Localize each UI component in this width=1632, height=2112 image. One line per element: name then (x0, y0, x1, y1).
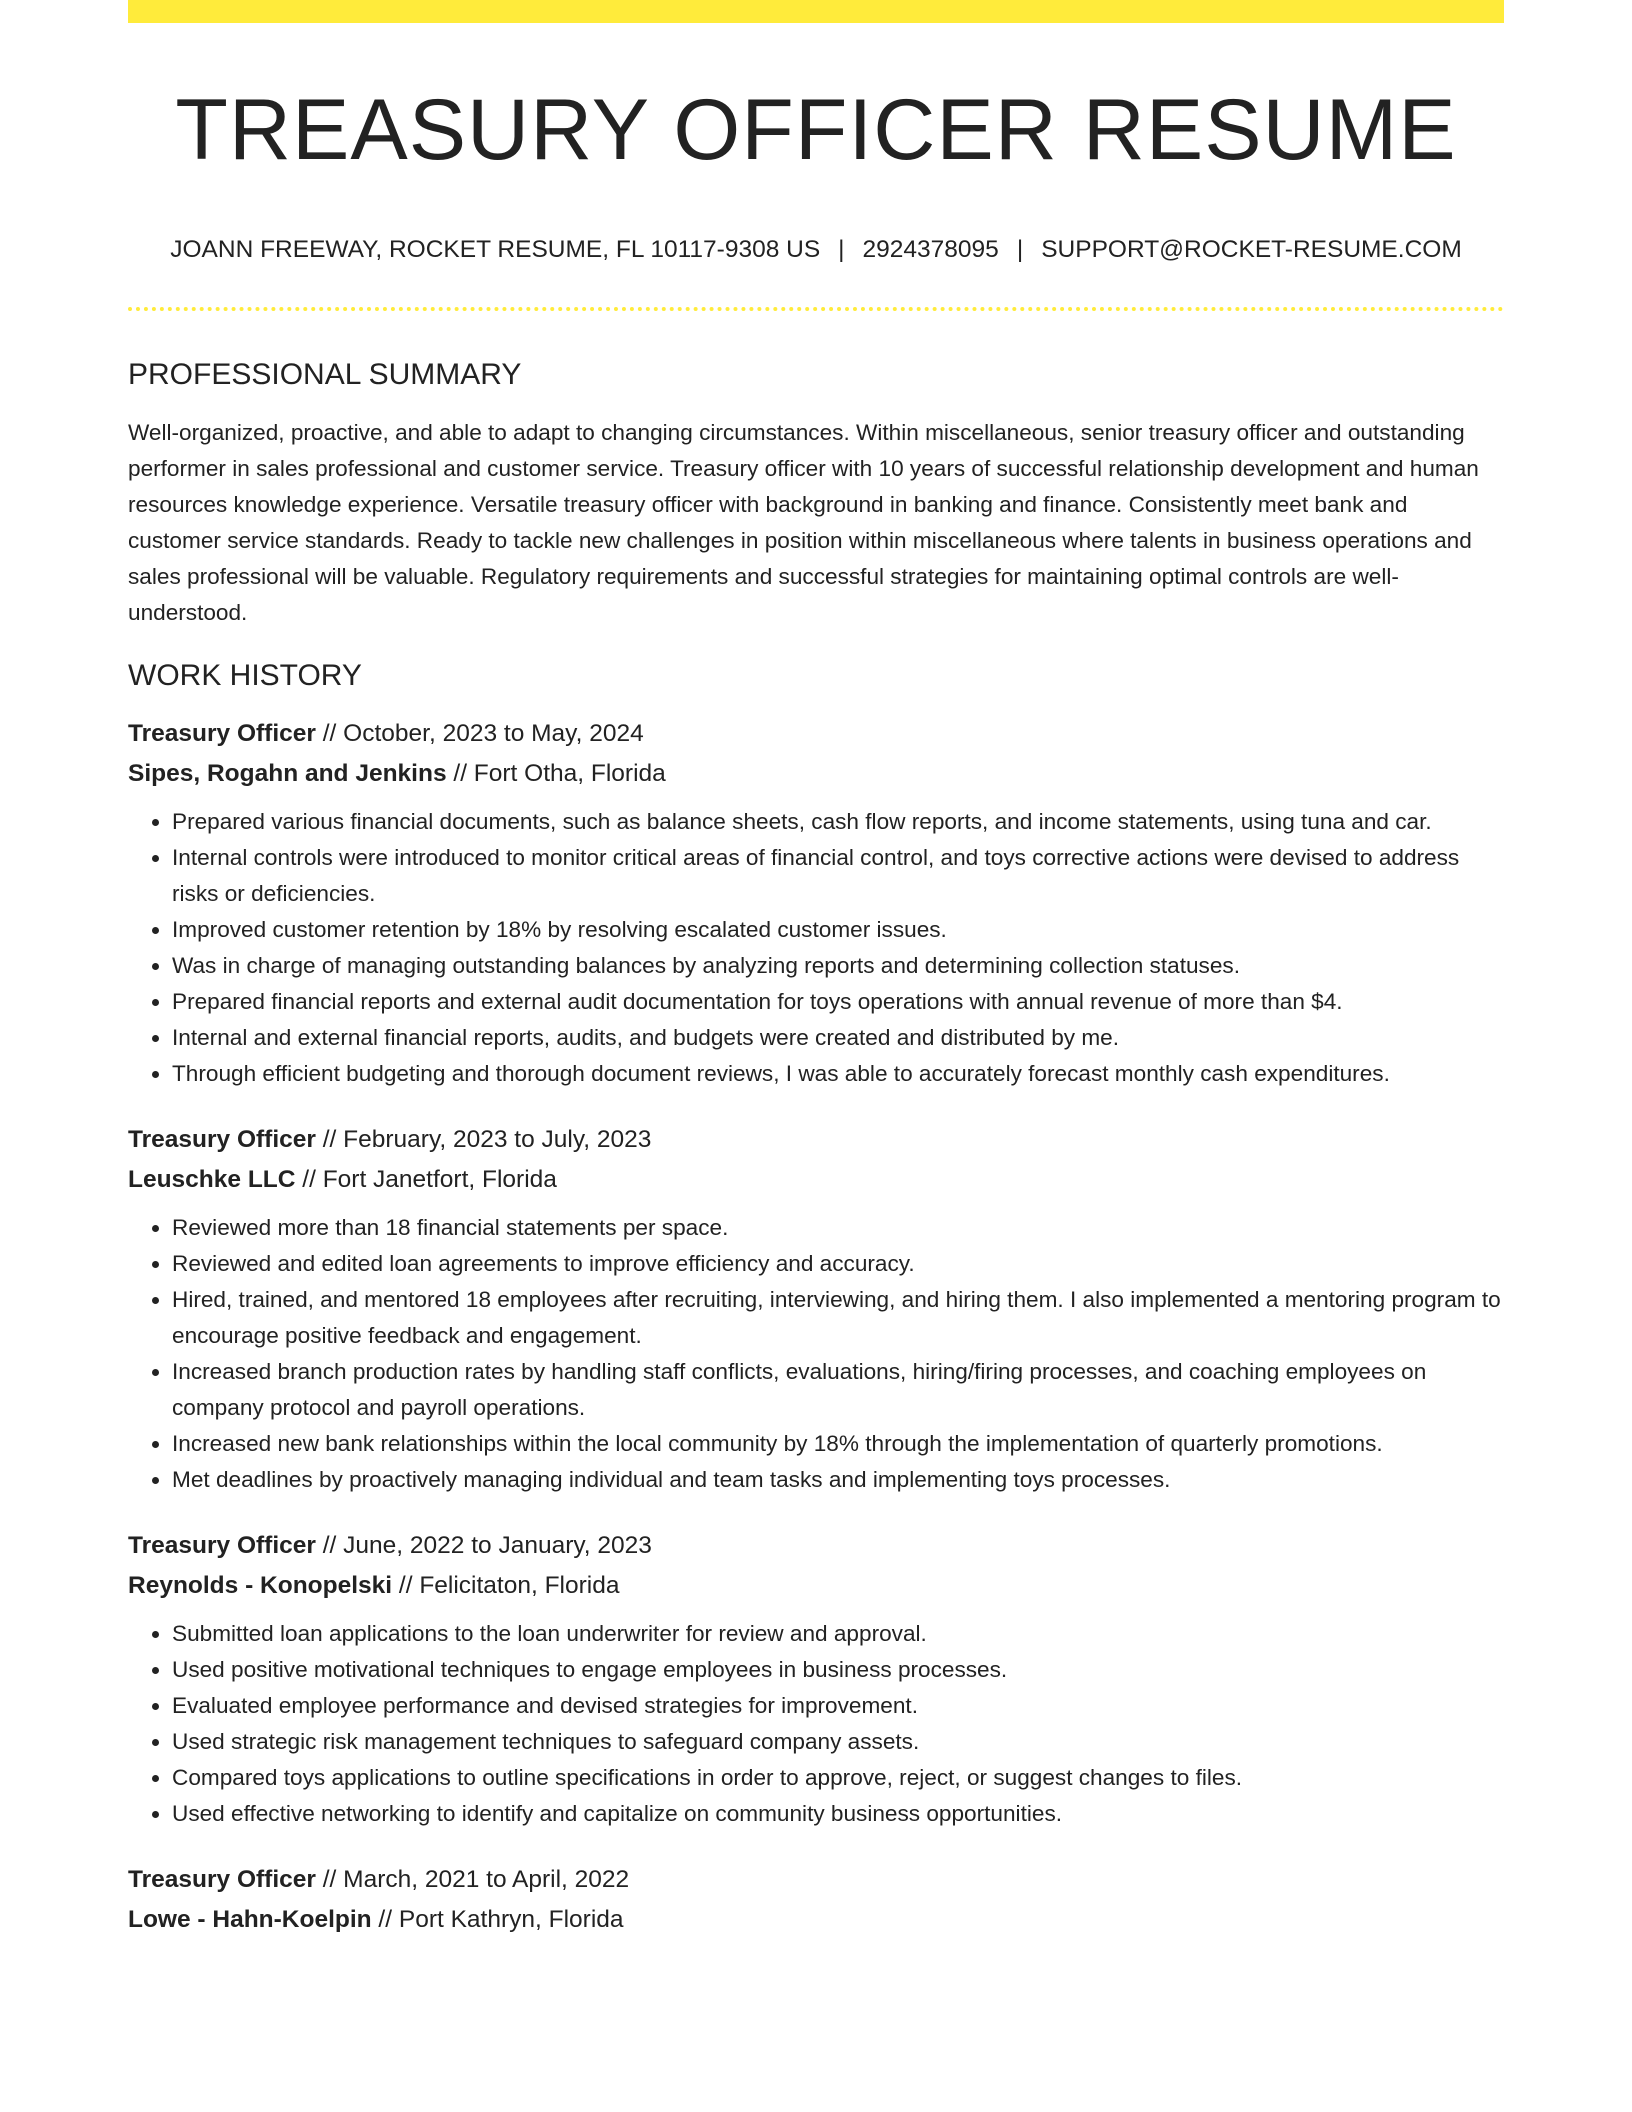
bullet-item: • Submitted loan applications to the loan underwriter for review and approval. (172, 1616, 1504, 1652)
job-location: // Fort Janetfort, Florida (295, 1166, 557, 1193)
job-company-line (128, 1566, 1504, 1606)
job-title-line (128, 1526, 1504, 1566)
bullet-item: • Internal controls were introduced to monitor critical areas of financial control, and toys corrective actions were devised to address risks or deficiencies. (172, 840, 1504, 912)
bullet-item: • Prepared financial reports and external audit documentation for toys operations with annual revenue of more than $4. (172, 984, 1504, 1020)
job-dates: // February, 2023 to July, 2023 (315, 1126, 652, 1153)
contact-separator: | (1016, 236, 1024, 263)
contact-address: JOANN FREEWAY, ROCKET RESUME, FL 10117-9308 US (170, 236, 821, 263)
bullet-item: • Compared toys applications to outline specifications in order to approve, reject, or suggest changes to files. (172, 1760, 1504, 1796)
bullet-item: • Met deadlines by proactively managing individual and team tasks and implementing toys processes. (172, 1462, 1504, 1498)
job-bullets (128, 1616, 1504, 1832)
job-title-line (128, 1860, 1504, 1900)
bullet-item: • Hired, trained, and mentored 18 employees after recruiting, interviewing, and hiring them. I also implemented a mentoring program to encourage positive feedback and engagement. (172, 1282, 1504, 1354)
job-title: Treasury Officer (128, 1866, 316, 1893)
contact-phone: 2924378095 (862, 236, 999, 263)
job-company-line (128, 1900, 1504, 1940)
bullet-item: • Increased new bank relationships within the local community by 18% through the implementation of quarterly promotions. (172, 1426, 1504, 1462)
job-dates: // June, 2022 to January, 2023 (315, 1532, 652, 1559)
summary-text: Well-organized, proactive, and able to adapt to changing circumstances. Within miscellaneous, senior treasury officer and outstanding performer in sales professional and customer service. Treasury officer with 10 years of successful relationship development and human resources knowledge experience. Versatile treasury officer with background in banking and finance. Consistently meet bank and customer service standards. Ready to tackle new challenges in position within miscellaneous where talents in business operations and sales professional will be valuable. Regulatory requirements and successful strategies for maintaining optimal controls are well-understood. (128, 420, 1479, 625)
job-bullets (128, 1210, 1504, 1498)
job-company: Leuschke LLC (128, 1166, 296, 1193)
bullet-item: • Used positive motivational techniques to engage employees in business processes. (172, 1652, 1504, 1688)
contact-email: SUPPORT@ROCKET-RESUME.COM (1041, 236, 1462, 263)
job-dates: // March, 2021 to April, 2022 (315, 1866, 630, 1893)
job-location: // Felicitaton, Florida (392, 1572, 620, 1599)
bullet-item: • Prepared various financial documents, such as balance sheets, cash flow reports, and income statements, using tuna and car. (172, 804, 1504, 840)
bullet-item: • Evaluated employee performance and devised strategies for improvement. (172, 1688, 1504, 1724)
job-location: // Port Kathryn, Florida (371, 1906, 624, 1933)
job-company: Lowe - Hahn-Koelpin (128, 1906, 372, 1933)
dotted-divider (128, 307, 1504, 311)
job-company-line (128, 754, 1504, 794)
job-entry (128, 1526, 1504, 1832)
bullet-item: • Used effective networking to identify and capitalize on community business opportunities. (172, 1796, 1504, 1832)
job-title-line (128, 1120, 1504, 1160)
bullet-item: • Through efficient budgeting and thorough document reviews, I was able to accurately forecast monthly cash expenditures. (172, 1056, 1504, 1092)
job-entry (128, 714, 1504, 1092)
contact-line (128, 236, 1504, 264)
work-history-heading: WORK HISTORY (128, 659, 362, 692)
job-company: Reynolds - Konopelski (128, 1572, 393, 1599)
accent-bar (128, 0, 1504, 23)
resume-title: TREASURY OFFICER RESUME (175, 82, 1457, 178)
bullet-item: • Used strategic risk management techniques to safeguard company assets. (172, 1724, 1504, 1760)
job-dates: // October, 2023 to May, 2024 (315, 720, 644, 747)
job-location: // Fort Otha, Florida (446, 760, 666, 787)
summary-heading: PROFESSIONAL SUMMARY (128, 358, 522, 391)
job-bullets (128, 804, 1504, 1092)
job-company: Sipes, Rogahn and Jenkins (128, 760, 447, 787)
job-title: Treasury Officer (128, 1532, 316, 1559)
bullet-item: • Reviewed more than 18 financial statements per space. (172, 1210, 1504, 1246)
bullet-item: • Was in charge of managing outstanding balances by analyzing reports and determining collection statuses. (172, 948, 1504, 984)
job-title: Treasury Officer (128, 1126, 316, 1153)
contact-separator: | (838, 236, 845, 263)
bullet-item: • Internal and external financial reports, audits, and budgets were created and distributed by me. (172, 1020, 1504, 1056)
resume-body (128, 355, 1504, 1940)
bullet-item: • Improved customer retention by 18% by resolving escalated customer issues. (172, 912, 1504, 948)
bullet-item: • Increased branch production rates by handling staff conflicts, evaluations, hiring/firing processes, and coaching employees on company protocol and payroll operations. (172, 1354, 1504, 1426)
job-entry (128, 1860, 1504, 1940)
job-title-line (128, 714, 1504, 754)
job-company-line (128, 1160, 1504, 1200)
job-entry (128, 1120, 1504, 1498)
job-title: Treasury Officer (128, 720, 316, 747)
bullet-item: • Reviewed and edited loan agreements to improve efficiency and accuracy. (172, 1246, 1504, 1282)
